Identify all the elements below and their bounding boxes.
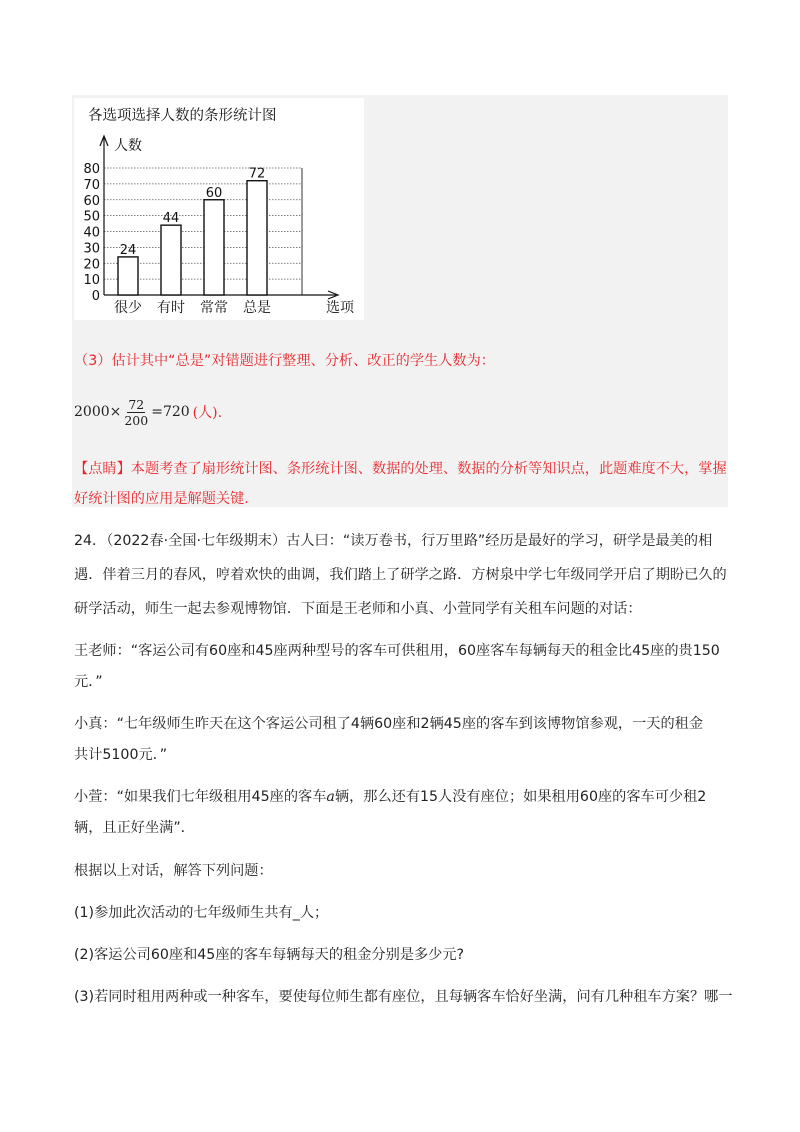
comment-text-1: 本题考查了扇形统计图、条形统计图、数据的处理、数据的分析等知识点，此题难度不大，掌握 <box>130 461 727 477</box>
answer-formula <box>74 392 222 432</box>
bar <box>118 257 138 295</box>
x-category-label: 常常 <box>200 300 228 316</box>
question-line-3: 研学活动，师生一起去参观博物馆．下面是王老师和小真、小萱同学有关租车问题的对话： <box>74 601 642 617</box>
comment-line-2: 好统计图的应用是解题关键. <box>74 491 249 507</box>
dialogue-xuan-1b: 辆，那么还有15人没有座位；如果租用60座的客车可少租2 <box>334 789 707 805</box>
bar-value-label: 24 <box>119 242 137 258</box>
y-tick-label: 20 <box>83 257 100 273</box>
dialogue-zhen-1: 小真：“七年级师生昨天在这个客运公司租了4辆60座和2辆45座的客车到该博物馆参观，一天的租金 <box>74 716 704 732</box>
formula-denominator: 200 <box>124 412 149 428</box>
y-tick-label: 50 <box>83 209 100 225</box>
x-axis-label: 选项 <box>326 300 354 316</box>
answer-part3: （3）估计其中“总是”对错题进行整理、分析、改正的学生人数为： <box>74 353 495 369</box>
bar <box>247 181 267 295</box>
dialogue-zhen-2: 共计5100元．” <box>74 747 168 763</box>
x-category-label: 有时 <box>157 300 185 316</box>
formula-numerator: 72 <box>128 396 145 412</box>
sub-question-3: (3)若同时租用两种或一种客车，要使每位师生都有座位，且每辆客车恰好坐满，问有几种租车方案？哪一 <box>74 989 733 1005</box>
formula-left: 2000× <box>74 404 122 420</box>
bar-value-label: 72 <box>248 166 266 182</box>
chart-title: 各选项选择人数的条形统计图 <box>88 108 277 124</box>
bar <box>204 200 224 295</box>
formula-fraction <box>124 397 148 428</box>
dialogue-xuan-1a: 小萱：“如果我们七年级租用45座的客车 <box>74 789 327 805</box>
sub-question-1: (1)参加此次活动的七年级师生共有_人； <box>74 905 329 921</box>
y-tick-label: 0 <box>91 289 100 304</box>
question-line-1: 24．（2022春·全国·七年级期末）古人曰：“读万卷书，行万里路”经历是最好的学习，研学是最美的相 <box>74 533 713 549</box>
variable-a: a <box>326 789 335 805</box>
question-line-2: 遇．伴着三月的春风，哼着欢快的曲调，我们踏上了研学之路．方树泉中学七年级同学开启了期盼已久的 <box>74 567 727 583</box>
comment-tag: 【点睛】 <box>74 461 131 477</box>
bar-chart-svg <box>74 98 364 320</box>
formula-unit: (人). <box>192 405 223 421</box>
y-tick-label: 60 <box>83 193 100 209</box>
sub-question-2: (2)客运公司60座和45座的客车每辆每天的租金分别是多少元? <box>74 947 465 963</box>
y-tick-label: 80 <box>83 162 100 177</box>
question-prompt: 根据以上对话，解答下列问题： <box>74 863 273 879</box>
bar-chart <box>74 98 364 320</box>
bar <box>161 225 181 295</box>
bar-value-label: 60 <box>205 185 223 201</box>
dialogue-wang-2: 元．” <box>74 674 103 690</box>
comment-line-1 <box>74 459 727 479</box>
dialogue-wang-1: 王老师：“客运公司有60座和45座两种型号的客车可供租用，60座客车每辆每天的租金比45座的贵150 <box>74 643 720 659</box>
dialogue-xuan-2: 辆，且正好坐满”． <box>74 820 195 836</box>
x-category-label: 很少 <box>114 300 142 316</box>
y-tick-label: 30 <box>83 241 100 257</box>
dialogue-xuan-1 <box>74 787 706 807</box>
y-axis-label: 人数 <box>114 138 142 154</box>
x-category-label: 总是 <box>243 300 271 316</box>
y-tick-label: 40 <box>83 225 100 241</box>
bar-value-label: 44 <box>162 211 180 227</box>
y-tick-label: 10 <box>83 273 100 289</box>
y-tick-label: 70 <box>83 177 100 193</box>
formula-right: =720 <box>151 404 190 420</box>
